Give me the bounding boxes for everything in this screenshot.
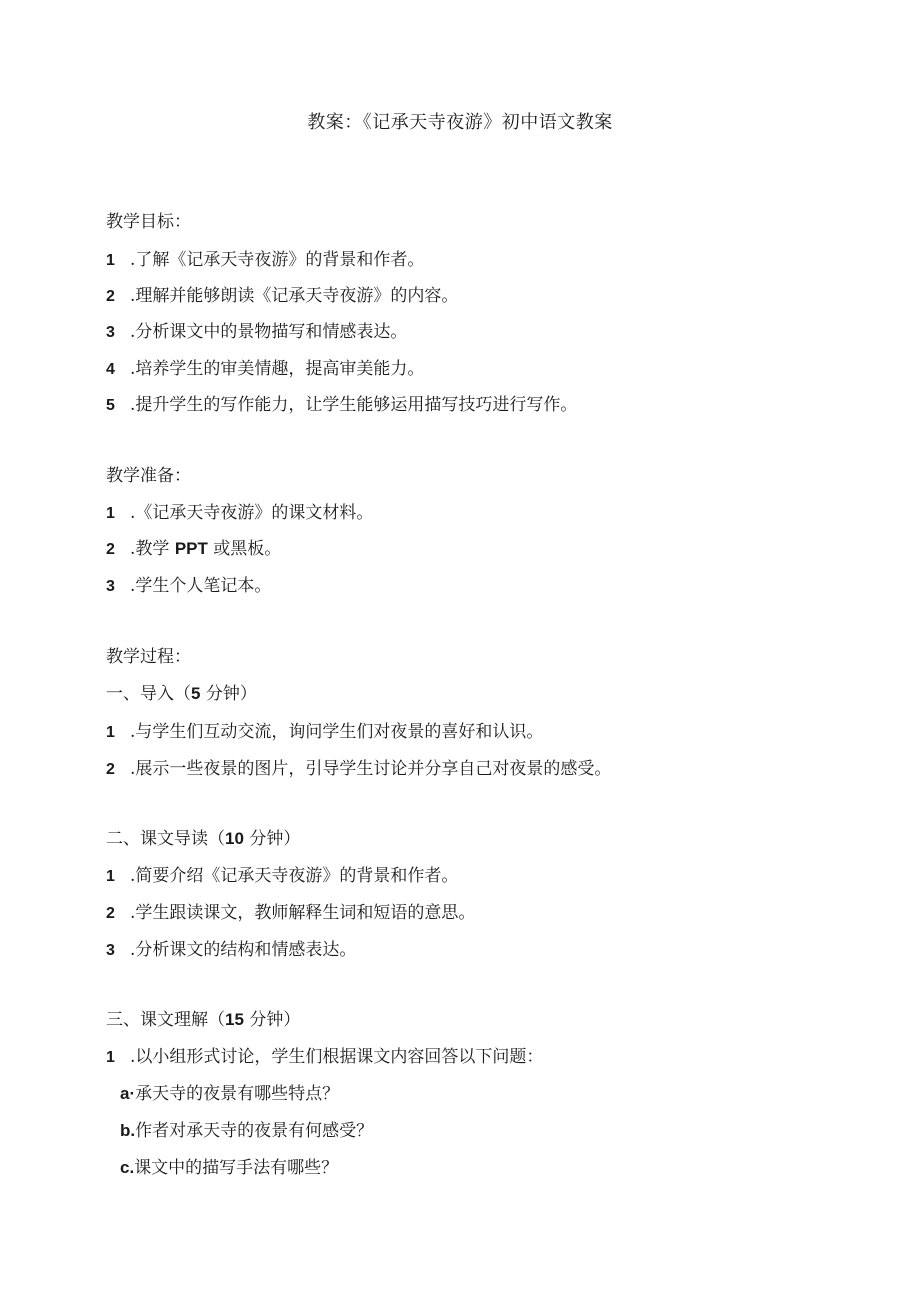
item-number: 4 (106, 361, 115, 378)
item-number: 2 (106, 288, 115, 305)
list-item (106, 574, 271, 599)
list-item (106, 720, 543, 745)
prep-heading: 教学准备： (106, 466, 191, 486)
item-number: 3 (106, 578, 115, 595)
sub-item (120, 1156, 338, 1180)
item-text: .分析课文的结构和情感表达。 (130, 940, 357, 960)
item-text: 或黑板。 (207, 539, 282, 559)
document-title: 教案：《记承天寺夜游》初中语文教案 (307, 112, 613, 133)
list-item (106, 284, 458, 309)
list-item (106, 393, 577, 418)
list-item (106, 938, 356, 963)
section-minutes: 10 (225, 829, 244, 848)
item-number: 1 (106, 1049, 115, 1066)
item-text: .学生个人笔记本。 (130, 576, 272, 596)
item-text: .提升学生的写作能力，让学生能够运用描写技巧进行写作。 (130, 395, 578, 415)
section-title-text: 分钟） (243, 1010, 301, 1030)
section-title-text: 一、导入（ (106, 684, 191, 704)
list-item (106, 537, 281, 562)
item-text: .培养学生的审美情趣，提高审美能力。 (130, 359, 425, 379)
list-item (106, 357, 424, 382)
item-text: .以小组形式讨论，学生们根据课文内容回答以下问题： (130, 1047, 544, 1067)
list-item (106, 248, 424, 273)
section-title-text: 分钟） (200, 684, 257, 704)
item-text: .学生跟读课文，教师解释生词和短语的意思。 (130, 903, 476, 923)
list-item (106, 757, 611, 782)
item-text: .分析课文中的景物描写和情感表达。 (130, 322, 408, 342)
item-text: .与学生们互动交流，询问学生们对夜景的喜好和认识。 (130, 722, 544, 742)
section-title (106, 827, 300, 851)
item-number: 1 (106, 724, 115, 741)
process-heading: 教学过程： (106, 647, 191, 667)
item-number: 3 (106, 324, 115, 341)
section-title (106, 1008, 300, 1032)
sub-item-text: 作者对承天寺的夜景有何感受？ (135, 1121, 374, 1141)
sub-item-letter: a· (120, 1084, 136, 1103)
item-text: .展示一些夜景的图片，引导学生讨论并分享自己对夜景的感受。 (130, 759, 612, 779)
section-minutes: 15 (225, 1010, 244, 1029)
item-text: .简要介绍《记承天寺夜游》的背景和作者。 (130, 866, 459, 886)
list-item (106, 320, 407, 345)
item-number: 1 (106, 252, 115, 269)
goals-heading: 教学目标： (106, 212, 191, 232)
item-text: .教学 (130, 539, 175, 559)
item-text: .《记承天寺夜游》的课文材料。 (130, 503, 374, 523)
item-number: 5 (106, 397, 115, 414)
sub-item (120, 1119, 373, 1143)
section-title-text: 三、课文理解（ (106, 1010, 225, 1030)
list-item (106, 901, 475, 926)
item-text-bold: PPT (174, 539, 208, 558)
item-number: 2 (106, 761, 115, 778)
item-number: 2 (106, 541, 115, 558)
list-item (106, 864, 458, 889)
sub-item-text: 承天寺的夜景有哪些特点？ (135, 1084, 340, 1104)
item-text: .了解《记承天寺夜游》的背景和作者。 (130, 250, 425, 270)
list-item (106, 501, 373, 526)
list-item (106, 1045, 543, 1070)
item-number: 3 (106, 942, 115, 959)
section-title-text: 二、课文导读（ (106, 829, 225, 849)
item-text: .理解并能够朗读《记承天寺夜游》的内容。 (130, 286, 459, 306)
sub-item (120, 1082, 339, 1106)
section-minutes: 5 (191, 684, 201, 703)
sub-item-letter: c. (120, 1158, 135, 1177)
sub-item-text: 课文中的描写手法有哪些？ (134, 1158, 339, 1178)
item-number: 2 (106, 905, 115, 922)
sub-item-letter: b. (120, 1121, 136, 1140)
item-number: 1 (106, 868, 115, 885)
section-title (106, 682, 257, 706)
item-number: 1 (106, 505, 115, 522)
section-title-text: 分钟） (243, 829, 301, 849)
